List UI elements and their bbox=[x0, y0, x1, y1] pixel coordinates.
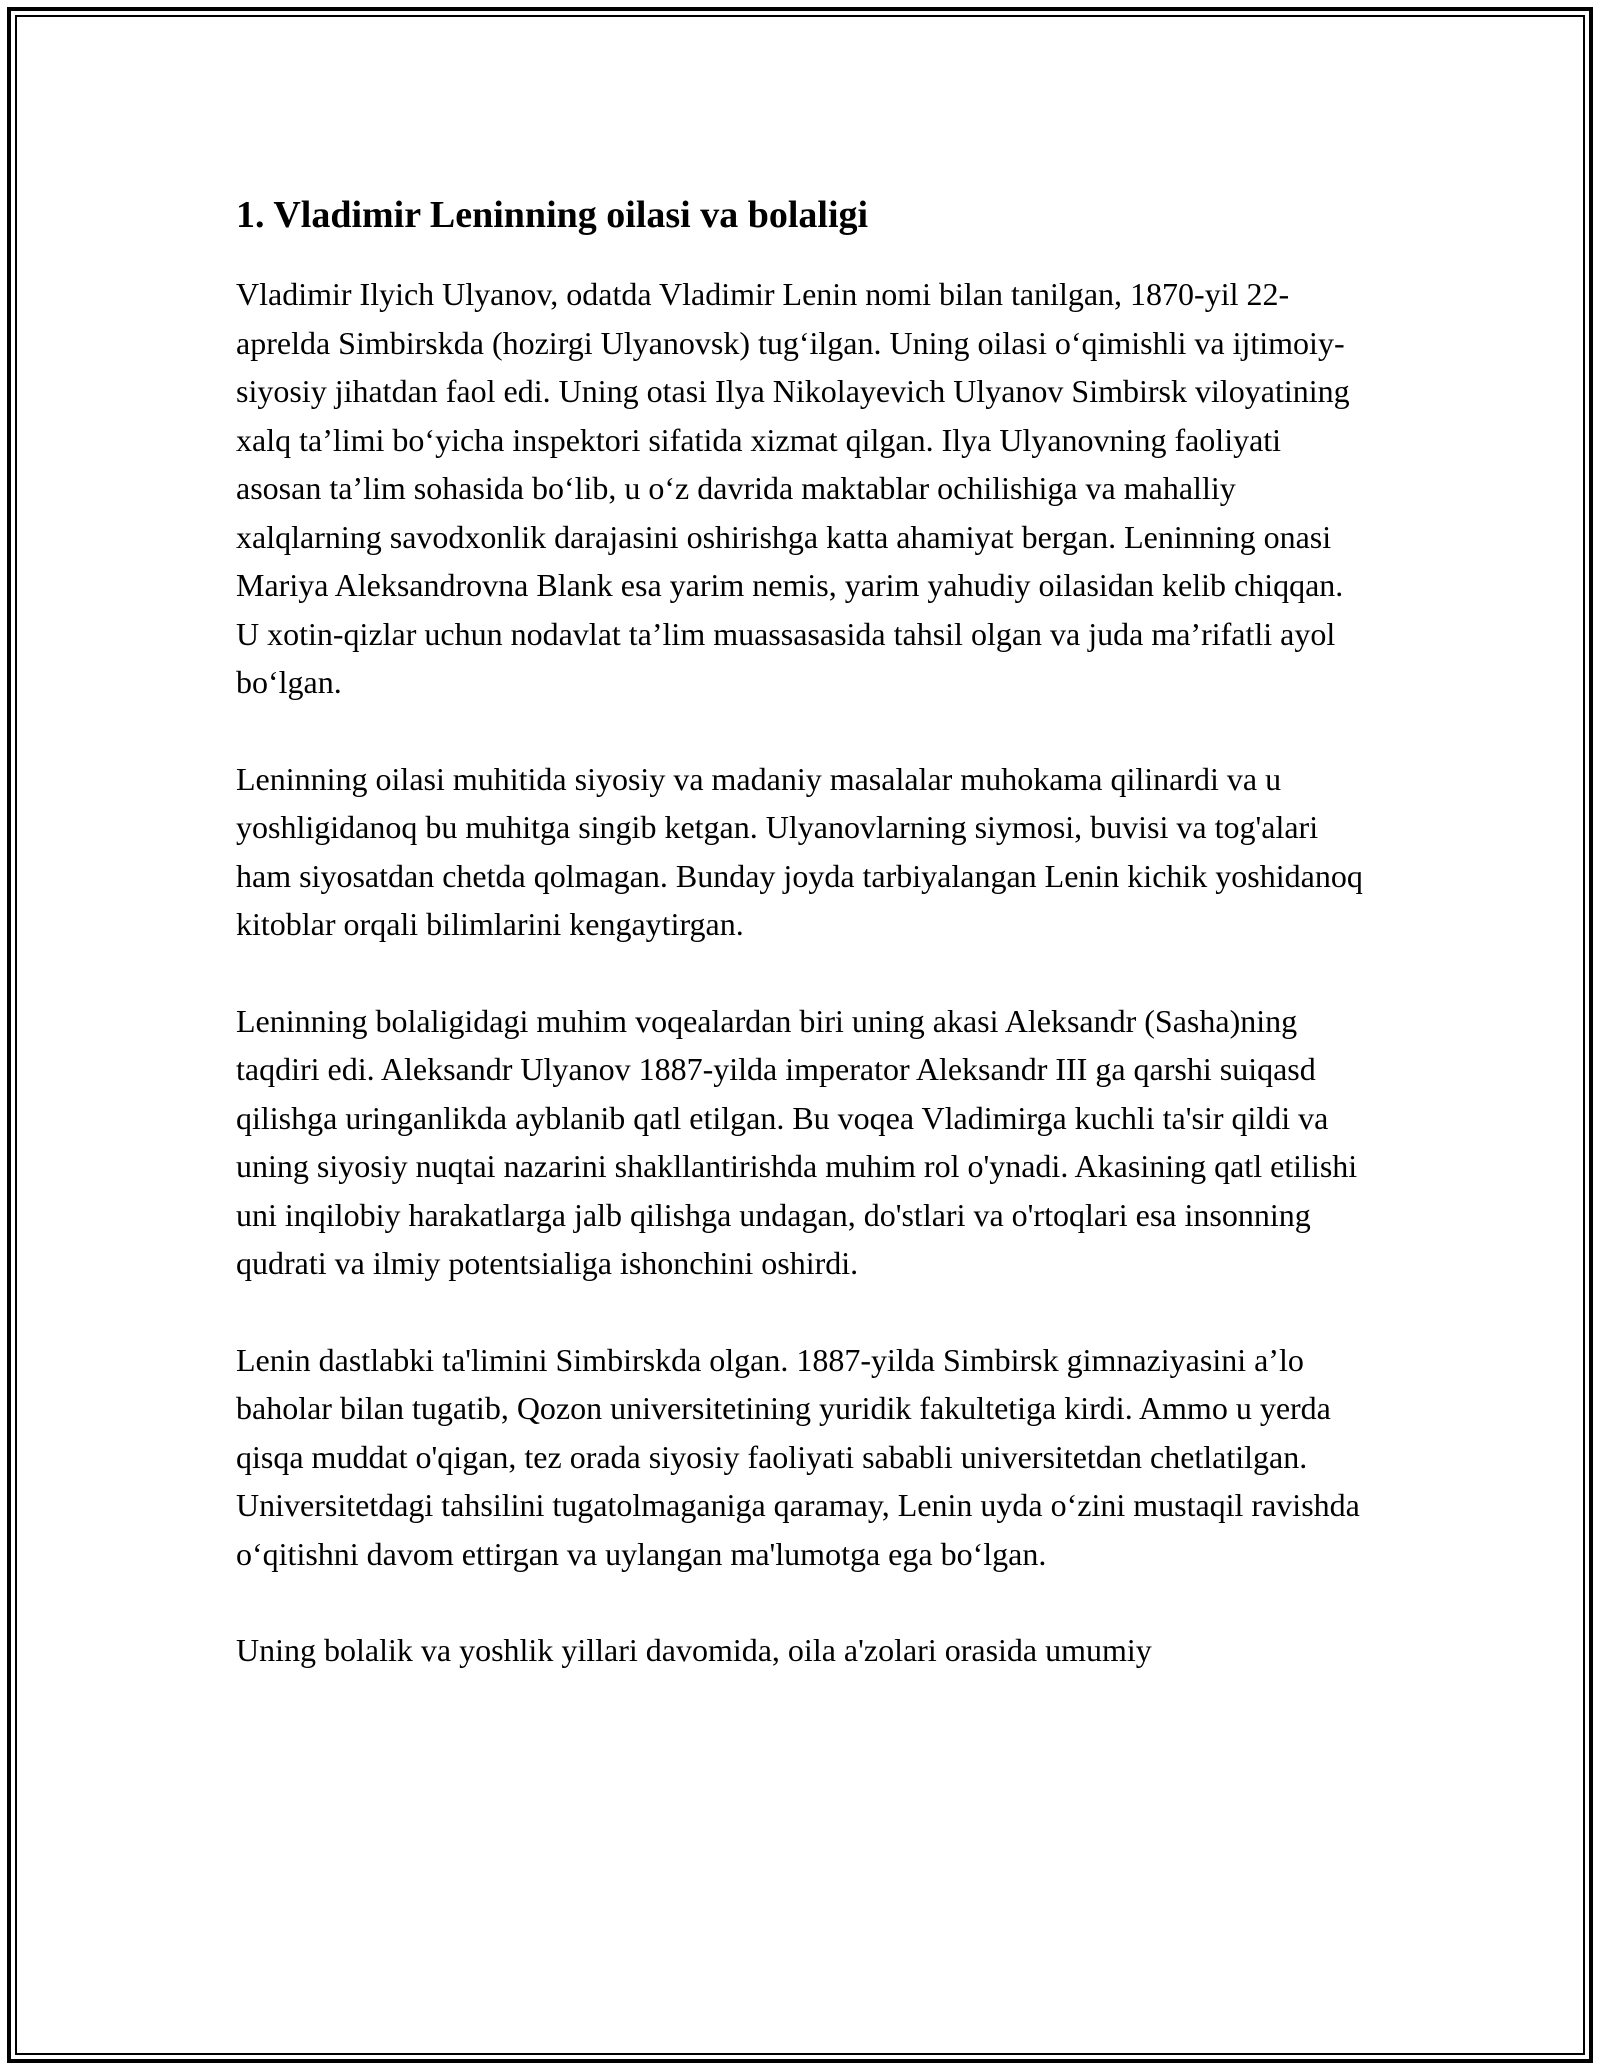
paragraph-family-environment: Leninning oilasi muhitida siyosiy va madaniy masalalar muhokama qilinardi va u yoshligidanoq bu muhitga singib ketgan. Ulyanovlarning siymosi, buvisi va tog'alari ham siyosatdan chetda qolmagan. Bunday joyda tarbiyalangan Lenin kichik yoshidanoq kitoblar orqali bilimlarini kengaytirgan. bbox=[236, 760, 1363, 942]
paragraph-childhood-years: Uning bolalik va yoshlik yillari davomida, oila a'zolari orasida umumiy bbox=[236, 1632, 1152, 1668]
document-body bbox=[236, 186, 1370, 1723]
paragraph-family-background: Vladimir Ilyich Ulyanov, odatda Vladimir Lenin nomi bilan tanilgan, 1870-yil 22-aprelda Simbirskda (hozirgi Ulyanovsk) tug‘ilgan. Uning oilasi o‘qimishli va ijtimoiy-siyosiy jihatdan faol edi. Uning otasi Ilya Nikolayevich Ulyanov Simbirsk viloyatining xalq ta’limi bo‘yicha inspektori sifatida xizmat qilgan. Ilya Ulyanovning faoliyati asosan ta’lim sohasida bo‘lib, u o‘z davrida maktablar ochilishiga va mahalliy xalqlarning savodxonlik darajasini oshirishga katta ahamiyat bergan. Leninning onasi Mariya Aleksandrovna Blank esa yarim nemis, yarim yahudiy oilasidan kelib chiqqan. U xotin-qizlar uchun nodavlat ta’lim muassasasida tahsil olgan va juda ma’rifatli ayol bo‘lgan. bbox=[236, 276, 1350, 700]
paragraph-education: Lenin dastlabki ta'limini Simbirskda olgan. 1887-yilda Simbirsk gimnaziyasini a’lo baholar bilan tugatib, Qozon universitetining yuridik fakultetiga kirdi. Ammo u yerda qisqa muddat o'qigan, tez orada siyosiy faoliyati sababli universitetdan chetlatilgan. Universitetdagi tahsilini tugatolmaganiga qaramay, Lenin uyda o‘zini mustaqil ravishda o‘qitishni davom ettirgan va uylangan ma'lumotga ega bo‘lgan. bbox=[236, 1341, 1360, 1572]
paragraph-brother-aleksandr: Leninning bolaligidagi muhim voqealardan biri uning akasi Aleksandr (Sasha)ning taqdiri edi. Aleksandr Ulyanov 1887-yilda imperator Aleksandr III ga qarshi suiqasd qilishga uringanlikda ayblanib qatl etilgan. Bu voqea Vladimirga kuchli ta'sir qildi va uning siyosiy nuqtai nazarini shakllantirishda muhim rol o'ynadi. Akasining qatl etilishi uni inqilobiy harakatlarga jalb qilishga undagan, do'stlari va o'rtoqlari esa insonning qudrati va ilmiy potentsialiga ishonchini oshirdi. bbox=[236, 1002, 1358, 1281]
section-heading: 1. Vladimir Leninning oilasi va bolaligi bbox=[236, 194, 869, 236]
